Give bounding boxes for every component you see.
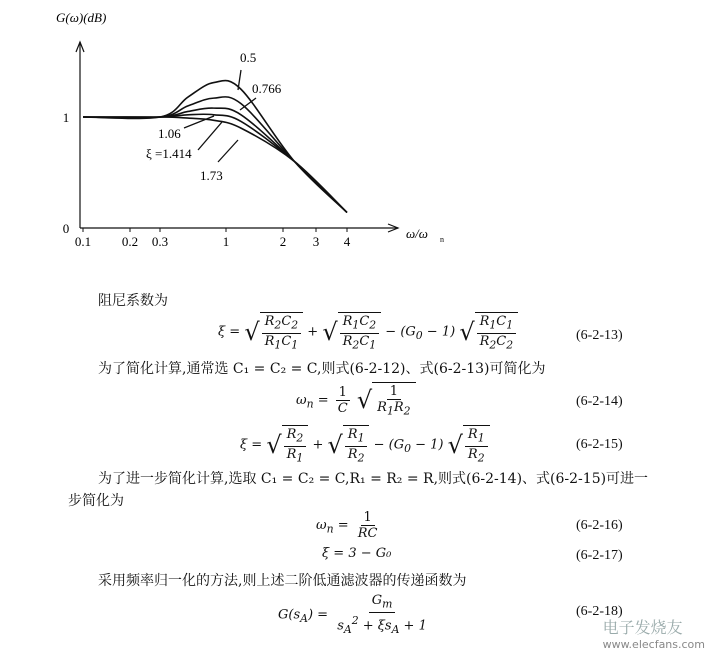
y-axis-label: G(ω)(dB) [56, 10, 107, 25]
series-line-1.73 [83, 117, 347, 213]
series-line-1.06 [83, 108, 347, 212]
chart-labels [56, 10, 444, 249]
equation-number-14: (6-2-14) [576, 394, 623, 409]
equation-6-2-17: ξ = 3 − G₀ [322, 546, 392, 561]
series-line-1.414 [83, 114, 347, 212]
equation-number-18: (6-2-18) [576, 604, 623, 619]
x-tick-label: 4 [343, 234, 351, 249]
x-tick-label: 0.1 [74, 234, 92, 249]
equation-number-17: (6-2-17) [576, 548, 623, 563]
equation-6-2-15: ξ = √ $\frac{R_2}{R_1}$ + √ $\frac{R_1}{R_2}$ − $(G_0 - 1)$ √ $\frac{R_1}{R_2}$ [240, 425, 490, 465]
paragraph-further-simplify-line2: 步简化为 [68, 493, 124, 509]
series-label: 0.5 [240, 50, 257, 65]
equation-6-2-14: $\omega_n$ = $\frac{1}{C}$ √ $\frac{1}{R_1R_2}$ [296, 382, 416, 419]
equation-17-rhs: 3 − G₀ [348, 546, 392, 561]
series-pointer [198, 122, 222, 150]
x-axis-label-subscript: n [440, 235, 444, 244]
watermark-cn: 电子发烧友 [602, 618, 683, 637]
y-tick-label: 0 [62, 221, 70, 236]
watermark-url: www.elecfans.com [602, 638, 705, 651]
series-line-0.5 [83, 80, 347, 212]
x-tick-label: 3 [312, 234, 320, 249]
watermark [603, 615, 705, 651]
equation-number-16: (6-2-16) [576, 518, 623, 533]
paragraph-transfer-function: 采用频率归一化的方法,则上述二阶低通滤波器的传递函数为 [98, 573, 467, 589]
paragraph-simplify: 为了简化计算,通常选 C₁ = C₂ = C,则式(6-2-12)、式(6-2-13)可简化为 [98, 361, 546, 377]
equation-6-2-18: $G(s_A)$ = $\frac{G_m}{s_A^2 + \xi s_A + 1}$ [278, 593, 427, 636]
x-tick-label: 0.3 [151, 234, 169, 249]
series-pointer [218, 140, 238, 162]
chart-axes [76, 42, 398, 232]
frequency-response-chart [0, 0, 717, 275]
y-tick-label: 1 [62, 110, 70, 125]
equation-number-15: (6-2-15) [576, 437, 623, 452]
series-label: 1.73 [200, 168, 223, 183]
x-tick-label: 1 [222, 234, 230, 249]
series-label: 0.766 [252, 81, 282, 96]
equation-number-13: (6-2-13) [576, 328, 623, 343]
series-label: 1.06 [158, 126, 181, 141]
paragraph-further-simplify-line1: 为了进一步简化计算,选取 C₁ = C₂ = C,R₁ = R₂ = R,则式(6-2-14)、式(6-2-15)可进一 [98, 471, 649, 487]
chart-series [83, 80, 347, 212]
x-tick-label: 2 [279, 234, 287, 249]
paragraph-damping: 阻尼系数为 [98, 293, 168, 309]
series-label: ξ =1.414 [146, 146, 192, 161]
x-tick-label: 0.2 [121, 234, 139, 249]
x-axis-label: ω/ω [406, 226, 428, 241]
equation-6-2-13: ξ = √ $\frac{R_2C_2}{R_1C_1}$ + √ $\frac{R_1C_2}{R_2C_1}$ − $(G_0 - 1)$ √ $\frac{R_1C_1}{R_2C_2}$ [218, 312, 518, 352]
equation-6-2-16: $\omega_n$ = $\frac{1}{RC}$ [316, 510, 378, 541]
